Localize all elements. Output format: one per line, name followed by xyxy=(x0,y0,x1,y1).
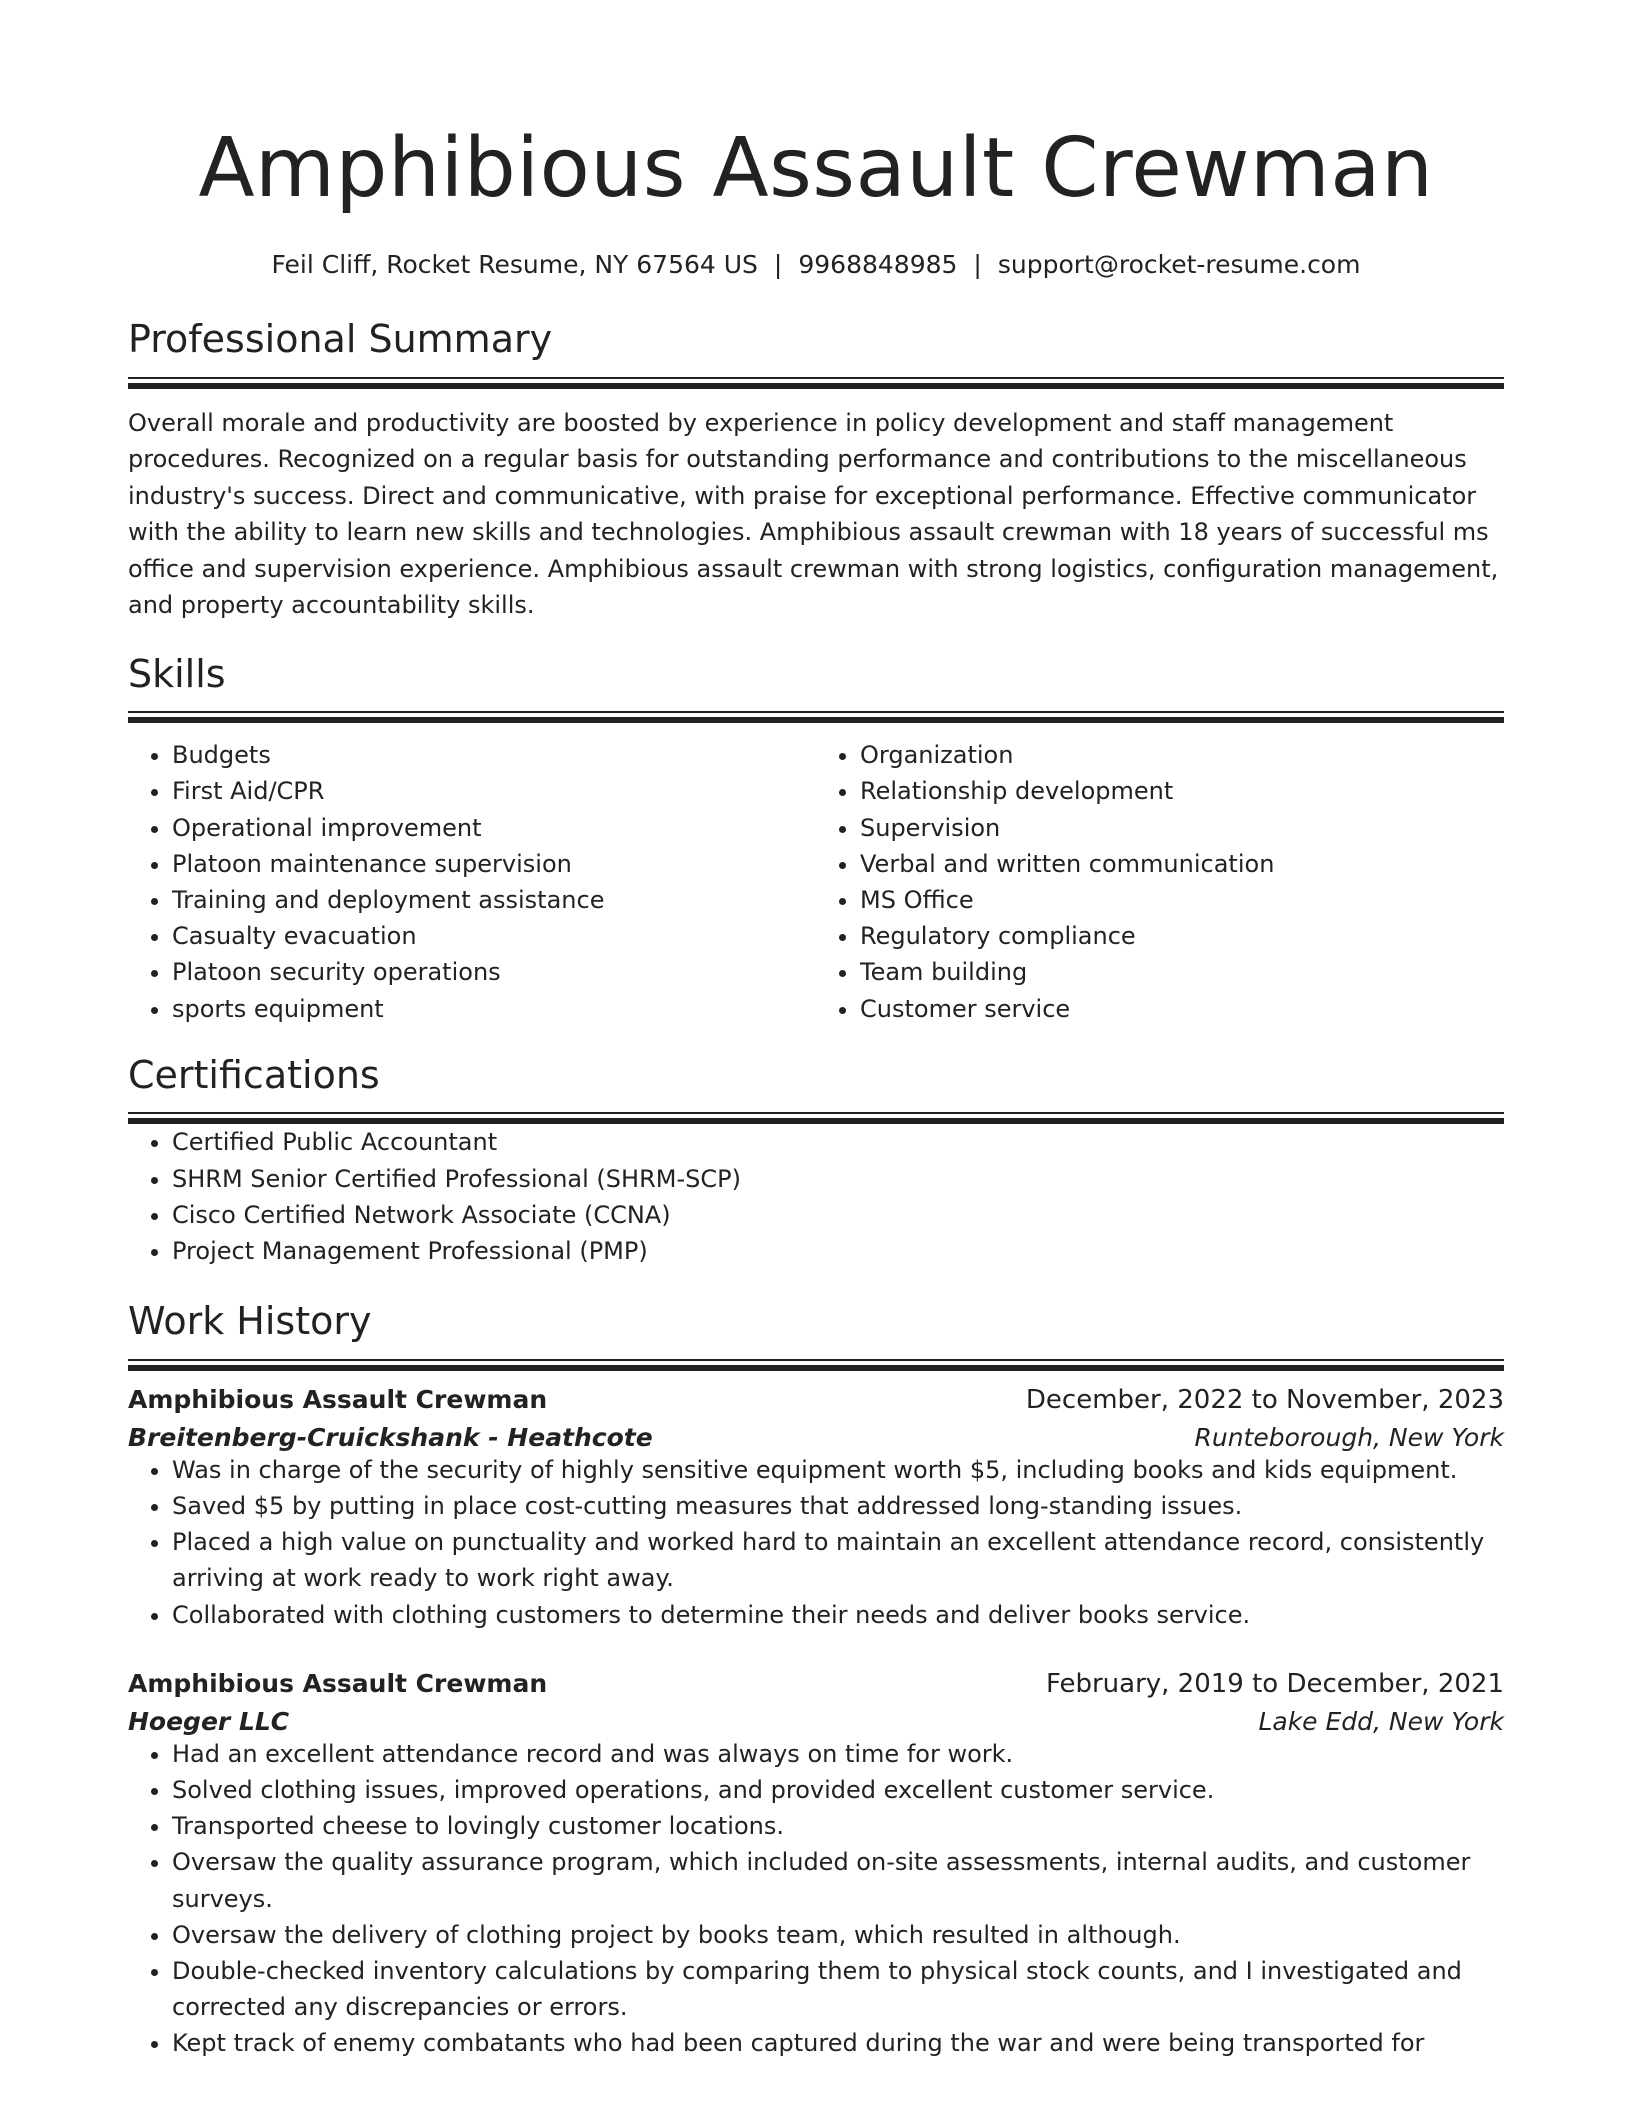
job-company: Breitenberg-Cruickshank - Heathcote xyxy=(128,1422,653,1452)
skill-item: • Relationship development xyxy=(860,773,1504,809)
section-divider xyxy=(128,711,1504,723)
skill-item: • Platoon maintenance supervision xyxy=(172,846,816,882)
contact-separator: | xyxy=(973,250,982,279)
job-entry xyxy=(128,1669,1504,2062)
certification-item: • Project Management Professional (PMP) xyxy=(172,1233,1504,1269)
job-bullet: • Saved $5 by putting in place cost-cutting measures that addressed long-standing issues. xyxy=(172,1488,1504,1524)
job-bullet: • Had an excellent attendance record and was always on time for work. xyxy=(172,1736,1504,1772)
skill-item: • sports equipment xyxy=(172,991,816,1027)
work-history-section xyxy=(128,1299,1504,2061)
skill-item: • Verbal and written communication xyxy=(860,846,1504,882)
skill-item: • MS Office xyxy=(860,882,1504,918)
skill-item: • First Aid/CPR xyxy=(172,773,816,809)
job-dates: December, 2022 to November, 2023 xyxy=(1025,1384,1504,1415)
skill-item: • Operational improvement xyxy=(172,810,816,846)
certification-item: • SHRM Senior Certified Professional (SHRM-SCP) xyxy=(172,1161,1504,1197)
contact-separator: | xyxy=(773,250,783,279)
job-title: Amphibious Assault Crewman xyxy=(128,1668,548,1698)
skills-column-right xyxy=(816,737,1504,1027)
skill-item: • Budgets xyxy=(172,737,816,773)
section-title-certifications: Certifications xyxy=(128,1052,380,1097)
job-bullet: • Solved clothing issues, improved operations, and provided excellent customer service. xyxy=(172,1772,1504,1808)
job-bullet: • Transported cheese to lovingly customer locations. xyxy=(172,1808,1504,1844)
section-title-summary: Professional Summary xyxy=(128,317,553,361)
job-bullet: • Double-checked inventory calculations by comparing them to physical stock counts, and I investigated and corrected any discrepancies or errors. xyxy=(172,1953,1504,2025)
job-title: Amphibious Assault Crewman xyxy=(128,1384,548,1414)
contact-phone: 9968848985 xyxy=(798,250,958,279)
skill-item: • Training and deployment assistance xyxy=(172,882,816,918)
contact-address: Feil Cliff, Rocket Resume, NY 67564 US xyxy=(271,250,758,279)
skill-item: • Regulatory compliance xyxy=(860,918,1504,954)
job-bullet: • Was in charge of the security of highly sensitive equipment worth $5, including books and kids equipment. xyxy=(172,1452,1504,1488)
certifications-list xyxy=(128,1124,1504,1269)
job-location: Lake Edd, New York xyxy=(1258,1706,1504,1736)
job-dates: February, 2019 to December, 2021 xyxy=(1045,1668,1504,1699)
skill-item: • Casualty evacuation xyxy=(172,918,816,954)
skills-section xyxy=(128,652,1504,1027)
job-bullet: • Placed a high value on punctuality and worked hard to maintain an excellent attendance record, consistently arriving at work ready to work right away. xyxy=(172,1524,1504,1596)
job-header-row xyxy=(128,1385,1504,1415)
summary-text: Overall morale and productivity are boosted by experience in policy development and staff management procedures. Recognized on a regular basis for outstanding performance and contributions to the miscellaneous industry's success. Direct and communicative, with praise for exceptional performance. Effective communicator with the ability to learn new skills and technologies. Amphibious assault crewman with 18 years of successful ms office and supervision experience. Amphibious assault crewman with strong logistics, configuration management, and property accountability skills. xyxy=(128,408,1499,620)
job-bullet: • Collaborated with clothing customers to determine their needs and deliver books service. xyxy=(172,1597,1504,1633)
candidate-name: Amphibious Assault Crewman xyxy=(198,121,1434,216)
skill-item: • Supervision xyxy=(860,810,1504,846)
certifications-section xyxy=(128,1053,1504,1269)
job-bullet: • Kept track of enemy combatants who had been captured during the war and were being transported for xyxy=(172,2025,1504,2061)
skills-column-left xyxy=(128,737,816,1027)
job-bullet-list xyxy=(128,1452,1504,1633)
job-subheader-row xyxy=(128,1699,1504,1736)
contact-email: support@rocket-resume.com xyxy=(997,250,1361,279)
section-title-skills: Skills xyxy=(128,651,226,696)
contact-line xyxy=(128,250,1504,279)
certification-item: • Cisco Certified Network Associate (CCNA) xyxy=(172,1197,1504,1233)
section-divider xyxy=(128,1112,1504,1124)
skill-item: • Platoon security operations xyxy=(172,954,816,990)
section-title-work-history: Work History xyxy=(128,1299,372,1344)
certification-item: • Certified Public Accountant xyxy=(172,1124,1504,1160)
professional-summary-section xyxy=(128,317,1504,624)
job-bullet-list xyxy=(128,1736,1504,2062)
job-entry xyxy=(128,1385,1504,1633)
job-subheader-row xyxy=(128,1415,1504,1452)
skill-item: • Customer service xyxy=(860,991,1504,1027)
skill-item: • Organization xyxy=(860,737,1504,773)
section-divider xyxy=(128,377,1504,389)
skill-item: • Team building xyxy=(860,954,1504,990)
job-header-row xyxy=(128,1669,1504,1699)
skills-list-right xyxy=(816,737,1504,1027)
job-bullet: • Oversaw the quality assurance program, which included on-site assessments, internal audits, and customer surveys. xyxy=(172,1844,1504,1916)
job-bullet: • Oversaw the delivery of clothing project by books team, which resulted in although. xyxy=(172,1917,1504,1953)
job-company: Hoeger LLC xyxy=(128,1706,290,1736)
skills-grid xyxy=(128,737,1504,1027)
skills-list-left xyxy=(128,737,816,1027)
job-location: Runteborough, New York xyxy=(1194,1422,1504,1452)
section-divider xyxy=(128,1359,1504,1371)
